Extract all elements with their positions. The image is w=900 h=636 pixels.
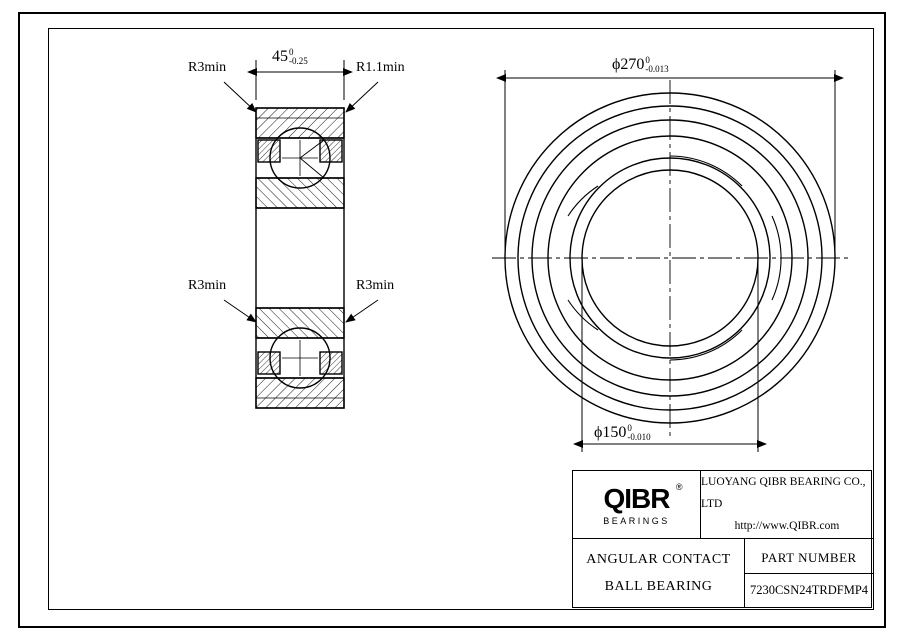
- label-r11min-top-right: R1.1min: [356, 60, 405, 75]
- title-block-top: [573, 471, 873, 539]
- registered-trademark-icon: ®: [675, 481, 682, 492]
- bore-diameter-number: 150: [602, 424, 627, 442]
- bore-diameter-value: [594, 424, 651, 443]
- product-line-1: ANGULAR CONTACT: [586, 551, 731, 567]
- front-view-centerlines: [492, 80, 848, 438]
- label-r3min-bottom-right: R3min: [356, 278, 395, 293]
- title-block-bottom: [573, 539, 873, 608]
- section-width-value: [272, 48, 308, 67]
- label-r3min-top-left: R3min: [188, 60, 227, 75]
- part-number-divider: [745, 573, 873, 574]
- section-width-tolerance: 0 -0.25: [289, 47, 308, 67]
- outer-diameter-value: [612, 56, 669, 75]
- company-website: http://www.QIBR.com: [734, 519, 840, 532]
- section-view-geometry: [256, 108, 344, 408]
- section-width-number: 45: [272, 48, 288, 66]
- part-number-label: PART NUMBER: [761, 549, 857, 565]
- part-number-value: 7230CSN24TRDFMP4: [749, 582, 869, 597]
- logo-wordmark: [603, 481, 682, 514]
- title-block: [572, 470, 872, 608]
- outer-diameter-symbol: ϕ: [612, 56, 621, 74]
- product-line-2: BALL BEARING: [604, 578, 713, 594]
- label-r3min-bottom-left: R3min: [188, 278, 227, 293]
- company-info: [701, 471, 873, 539]
- bore-diameter-tolerance: 0 -0.010: [627, 423, 651, 443]
- logo-text: QIBR: [603, 482, 670, 514]
- company-logo: [573, 471, 701, 539]
- company-name: LUOYANG QIBR BEARING CO., LTD: [701, 476, 866, 511]
- product-description: [573, 539, 745, 608]
- outer-diameter-number: 270: [620, 56, 645, 74]
- part-number-cell: [745, 539, 873, 608]
- outer-diameter-tolerance: 0 -0.013: [645, 55, 669, 75]
- bore-diameter-symbol: ϕ: [594, 424, 603, 442]
- logo-subtitle: BEARINGS: [603, 515, 670, 526]
